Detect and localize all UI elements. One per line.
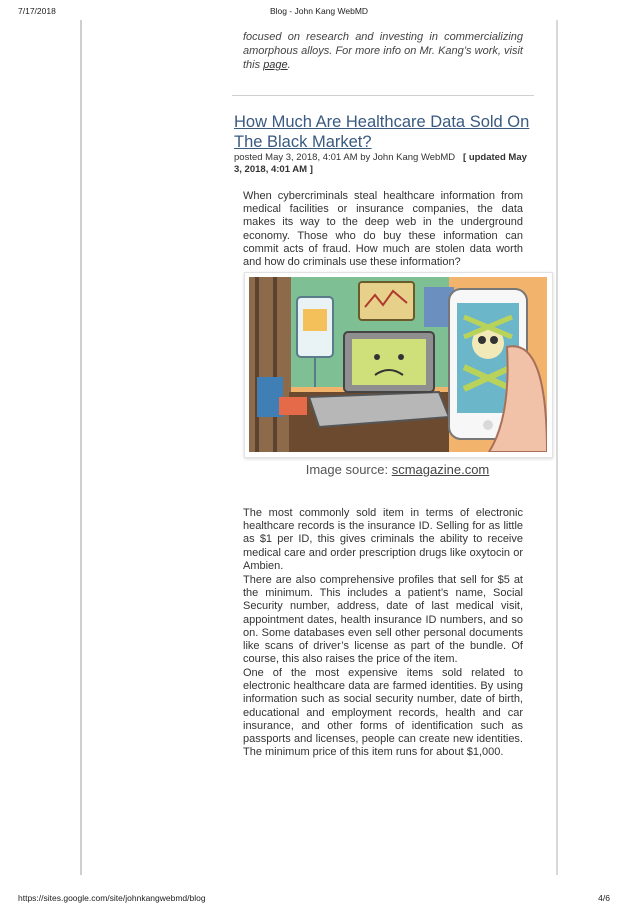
print-date: 7/17/2018 [18, 6, 56, 16]
print-title: Blog - John Kang WebMD [269, 6, 369, 16]
post-image [244, 272, 553, 458]
print-page-number: 4/6 [598, 893, 610, 903]
right-frame-rule [556, 20, 558, 875]
previous-post-tail [243, 30, 523, 72]
post-meta [234, 152, 534, 176]
post-paragraph-1: When cybercriminals steal healthcare information from medical facilities or insurance companies, the data makes its way to the deep web in the underground economy. Those who do buy these information can commit acts of fraud. How much are stolen data worth and how do criminals use these information? [243, 190, 523, 269]
post-divider [232, 95, 534, 96]
intro-end: . [287, 59, 291, 71]
post-title-link[interactable]: How Much Are Healthcare Data Sold On The Black Market? [234, 113, 530, 151]
post-paragraph-3: There are also comprehensive profiles that sell for $5 at the minimum. This includes a patient’s name, Social Security number, address, date of last medical visit, appointment dates, health insurance ID numbers, and so on. Some databases even sell other personal documents like scans of driver’s license as part of the bundle. Of course, this also raises the price of the item. [243, 574, 523, 666]
print-url: https://sites.google.com/site/johnkangwebmd/blog [18, 893, 206, 903]
image-caption [244, 462, 551, 477]
post-meta-updated: [ updated May 3, 2018, 4:01 AM ] [234, 152, 527, 175]
post-paragraph-2: The most commonly sold item in terms of electronic healthcare records is the insurance ID. Selling for as little as $1 per ID, this gives criminals the ability to receive medical care and order prescription drugs like oxytocin or Ambien. [243, 507, 523, 572]
intro-text: focused on research and investing in commercializing amorphous alloys. For more info on Mr. Kang’s work, visit this [243, 31, 523, 71]
post-meta-posted: posted May 3, 2018, 4:01 AM by John Kang WebMD [234, 152, 456, 163]
intro-page-link[interactable]: page [263, 59, 288, 71]
image-source-link[interactable]: scmagazine.com [391, 462, 490, 477]
left-frame-rule [80, 20, 82, 875]
healthcare-hacking-illustration [249, 277, 547, 452]
post-paragraph-4: One of the most expensive items sold related to electronic healthcare data are farmed identities. By using information such as social security number, date of birth, educational and employment records, health and car insurance, and other forms of identification such as passports and licenses, people can create new identities. The minimum price of this item runs for about $1,000. [243, 667, 523, 759]
image-caption-prefix: Image source: [305, 462, 392, 477]
